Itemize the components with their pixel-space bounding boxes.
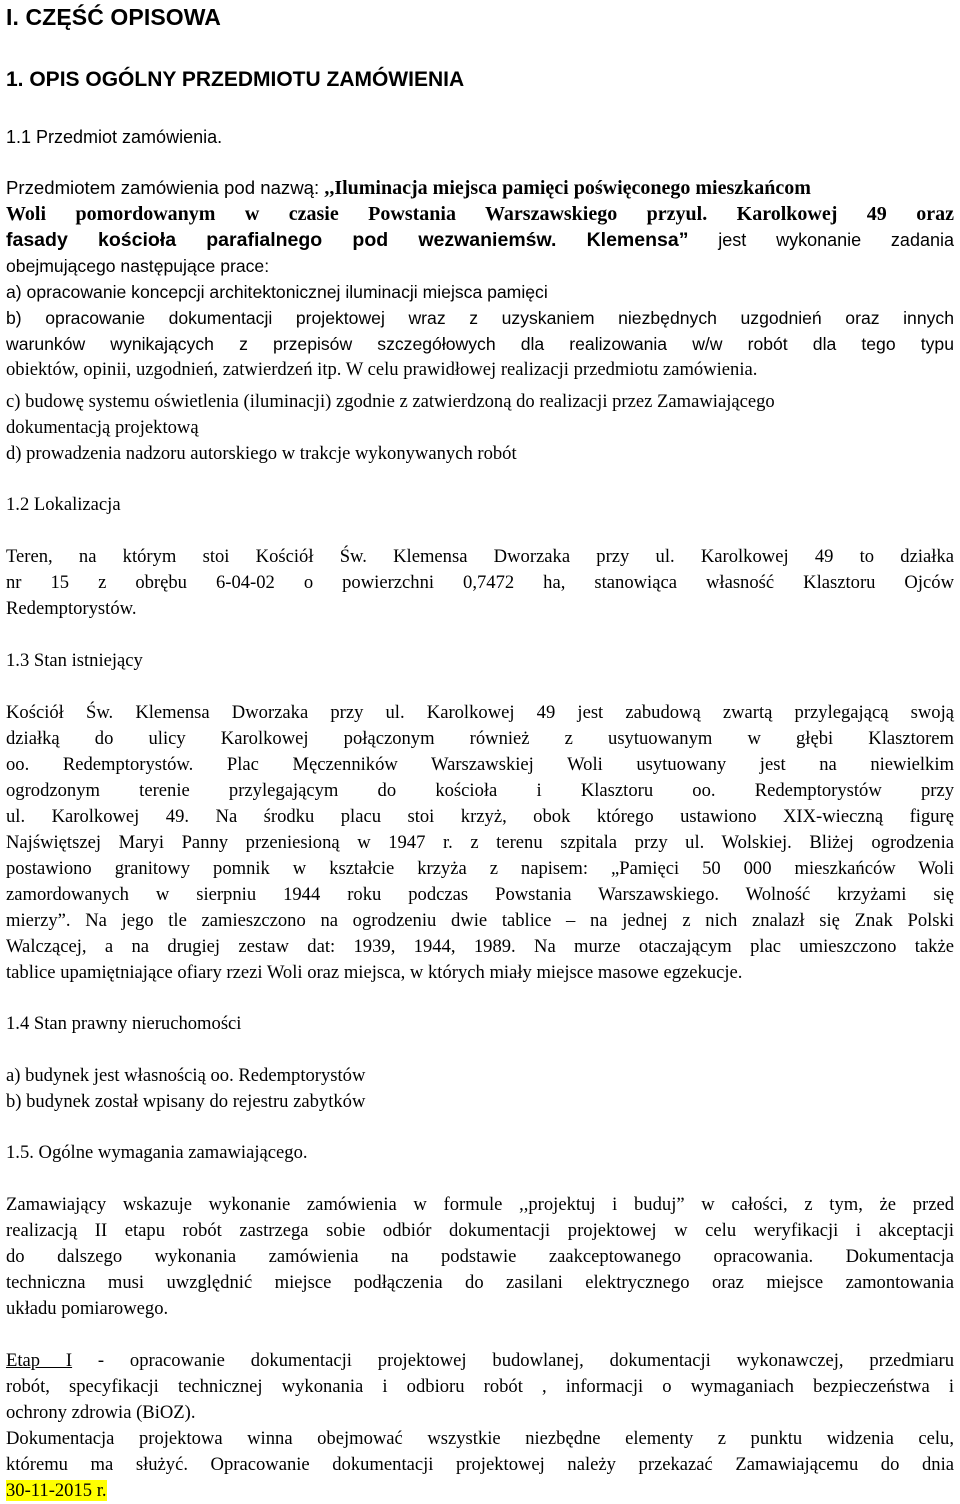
stan-line8: zamordowanych w sierpniu 1944 roku podczas Powstania Warszawskiego. Wolność krzyżami się (6, 884, 954, 905)
stan-line5: ul. Karolkowej 49. Na środku placu stoi krzyż, obok którego ustawiono XIX-wieczną figurę (6, 806, 954, 827)
subheading-1-3: 1.3 Stan istniejący (6, 650, 143, 671)
stan-line11: tablice upamiętniające ofiary rzezi Woli oraz miejsca, w których miały miejsce masowe egzekucje. (6, 962, 743, 983)
deadline-highlight: 30-11-2015 r. (6, 1480, 107, 1501)
wymagania-line2: realizacją II etapu robót zastrzega sobie odbiór dokumentacji projektowej w celu weryfikacji i akceptacji (6, 1220, 954, 1241)
item-c-line2: dokumentacją projektową (6, 417, 199, 438)
item-b-line2: warunków wynikających z przepisów szczegółowych dla realizowania w/w robót dla tego typu (6, 334, 954, 354)
subheading-1-4: 1.4 Stan prawny nieruchomości (6, 1013, 242, 1034)
prawny-item-a: a) budynek jest własnością oo. Redemptorystów (6, 1065, 366, 1086)
prawny-item-b: b) budynek został wpisany do rejestru zabytków (6, 1091, 366, 1112)
main-heading: I. CZĘŚĆ OPISOWA (6, 4, 222, 30)
lokalizacja-paragraph (6, 544, 954, 622)
stan-line3: oo. Redemptorystów. Plac Męczenników Warszawskiej Woli usytuowany jest na niewielkim (6, 754, 954, 775)
etap-line2: robót, specyfikacji technicznej wykonania i odbioru robót , informacji o wymaganiach bezpieczeństwa i (6, 1376, 954, 1397)
item-a: a) opracowanie koncepcji architektonicznej iluminacji miejsca pamięci (6, 282, 548, 302)
item-b-line3: obiektów, opinii, uzgodnień, zatwierdzeń itp. W celu prawidłowej realizacji przedmiotu zamówienia. (6, 359, 758, 380)
item-b-line1: b) opracowanie dokumentacji projektowej wraz z uzyskaniem niezbędnych uzgodnień oraz innych (6, 308, 954, 328)
intro-title-line3: fasady kościoła parafialnego pod wezwaniemśw. Klemensa” (6, 229, 689, 251)
lokalizacja-line2: nr 15 z obrębu 6-04-02 o powierzchni 0,7472 ha, stanowiąca własność Klasztoru Ojców (6, 572, 954, 593)
intro-title-line1: ,,Iluminacja miejsca pamięci poświęconego mieszkańcom (324, 177, 811, 199)
intro-tail-line3: jest wykonanie zadania (688, 230, 954, 250)
wymagania-line3: do dalszego wykonania zamówienia na podstawie zaakceptowanego opracowania. Dokumentacja (6, 1246, 954, 1267)
item-c-line1: c) budowę systemu oświetlenia (iluminacji) zgodnie z zatwierdzoną do realizacji przez Zamawiającego (6, 391, 775, 412)
stan-line10: Walczącej, a na drugiej zestaw dat: 1939, 1944, 1989. Na murze otaczającym plac umieszczono także (6, 936, 954, 957)
etap-line3: ochrony zdrowia (BiOZ). (6, 1402, 196, 1423)
stan-line4: ogrodzonym terenie przylegającym do kościoła i Klasztoru oo. Redemptorystów przy (6, 780, 954, 801)
wymagania-line5: układu pomiarowego. (6, 1298, 169, 1319)
item-d: d) prowadzenia nadzoru autorskiego w trakcje wykonywanych robót (6, 443, 517, 464)
subheading-1-1: 1.1 Przedmiot zamówienia. (6, 127, 223, 147)
etap-paragraph (6, 1348, 954, 1504)
stan-line7: postawiono granitowy pomnik w kształcie krzyża z napisem: „Pamięci 50 000 mieszkańców Woli (6, 858, 954, 879)
etap-line5: któremu ma służyć. Opracowanie dokumentacji projektowej należy przekazać Zamawiającemu do dnia (6, 1454, 954, 1475)
intro-lead: Przedmiotem zamówienia pod nazwą: (6, 177, 325, 198)
wymagania-line4: techniczna musi uwzględnić miejsce podłączenia do zasilani elektrycznego oraz miejsce zamontowania (6, 1272, 954, 1293)
etap-line4: Dokumentacja projektowa winna obejmować wszystkie niezbędne elementy z punktu widzenia celu, (6, 1428, 954, 1449)
stan-paragraph (6, 700, 954, 986)
subheading-1-2: 1.2 Lokalizacja (6, 494, 121, 515)
stan-line2: działką do ulicy Karolkowej połączonym również z usytuowanym w głębi Klasztorem (6, 728, 954, 749)
subheading-1-5: 1.5. Ogólne wymagania zamawiającego. (6, 1142, 308, 1163)
wymagania-paragraph (6, 1192, 954, 1322)
prawny-list (6, 1063, 954, 1115)
lokalizacja-line3: Redemptorystów. (6, 598, 137, 619)
intro-line4: obejmującego następujące prace: (6, 256, 270, 276)
items-cd (6, 389, 954, 467)
stan-line9: mierzy”. Na jego tle zamieszczono na ogrodzeniu dwie tablice – na jednej z nich znalazł się Znak Polski (6, 910, 954, 931)
etap-line1-rest: - opracowanie dokumentacji projektowej budowlanej, dokumentacji wykonawczej, przedmiaru (72, 1350, 954, 1371)
stan-line1: Kościół Św. Klemensa Dworzaka przy ul. Karolkowej 49 jest zabudową zwartą przylegającą swoją (6, 702, 954, 723)
lokalizacja-line1: Teren, na którym stoi Kościół Św. Klemensa Dworzaka przy ul. Karolkowej 49 to działka (6, 546, 954, 567)
wymagania-line1: Zamawiający wskazuje wykonanie zamówienia w formule ,,projektuj i buduj” w całości, z tym, że przed (6, 1194, 954, 1215)
section-heading: 1. OPIS OGÓLNY PRZEDMIOTU ZAMÓWIENIA (6, 68, 465, 91)
etap-label: Etap I (6, 1350, 73, 1371)
intro-title-line2: Woli pomordowanym w czasie Powstania Warszawskiego przyul. Karolkowej 49 oraz (6, 203, 954, 225)
stan-line6: Najświętszej Maryi Panny przeniesioną w 1947 r. z terenu szpitala przy ul. Wolskiej. Bliżej ogrodzenia (6, 832, 954, 853)
intro-paragraph (6, 175, 954, 383)
